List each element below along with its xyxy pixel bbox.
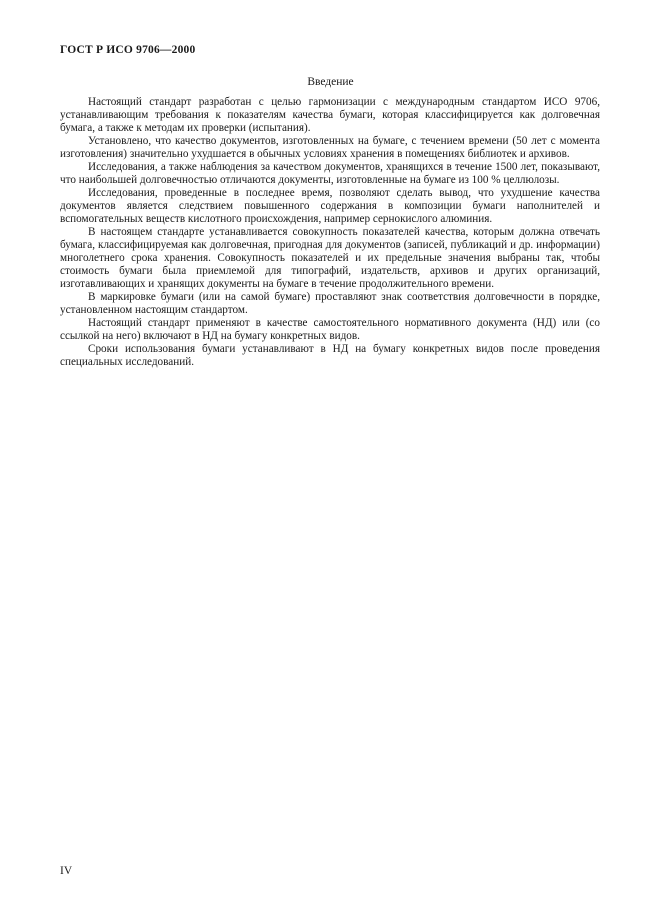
document-body (60, 96, 600, 369)
paragraph: Сроки использования бумаги устанавливают в НД на бумагу конкретных видов после проведения специальных исследований. (60, 343, 600, 368)
paragraph: Исследования, а также наблюдения за качеством документов, хранящихся в течение 1500 лет, показывают, что наибольшей долговечностью отличаются документы, изготовленные на бумаге из 100 % целлюлозы. (60, 161, 600, 186)
paragraph: Настоящий стандарт применяют в качестве самостоятельного нормативного документа (НД) или (со ссылкой на него) включают в НД на бумагу конкретных видов. (60, 317, 600, 342)
paragraph: Настоящий стандарт разработан с целью гармонизации с международным стандартом ИСО 9706, устанавливающим требования к показателям качества бумаги, которая классифицируется как долговечная бумага, а также к методам их проверки (испытания). (60, 96, 600, 134)
document-header: ГОСТ Р ИСО 9706—2000 (60, 44, 196, 56)
paragraph: В маркировке бумаги (или на самой бумаге) проставляют знак соответствия долговечности в порядке, установленном настоящим стандартом. (60, 291, 600, 316)
paragraph: В настоящем стандарте устанавливается совокупность показателей качества, которым должна отвечать бумага, классифицируемая как долговечная, пригодная для документов (записей, публикаций и др. информации) многолетнего срока хранения. Совокупность показателей и их предельные значения выбраны так, чтобы стоимость бумаги была приемлемой для типографий, издательств, архивов и других организаций, изготавливающих и хранящих документы на бумаге в течение продолжительного времени. (60, 226, 600, 290)
page-number: IV (60, 865, 73, 877)
section-title: Введение (307, 76, 354, 88)
paragraph: Установлено, что качество документов, изготовленных на бумаге, с течением времени (50 лет с момента изготовления) значительно ухудшается в обычных условиях хранения в помещениях библиотек и архивов. (60, 135, 600, 160)
paragraph: Исследования, проведенные в последнее время, позволяют сделать вывод, что ухудшение качества документов является следствием повышенного содержания в композиции бумаги наполнителей и вспомогательных веществ кислотного происхождения, например сернокислого алюминия. (60, 187, 600, 225)
